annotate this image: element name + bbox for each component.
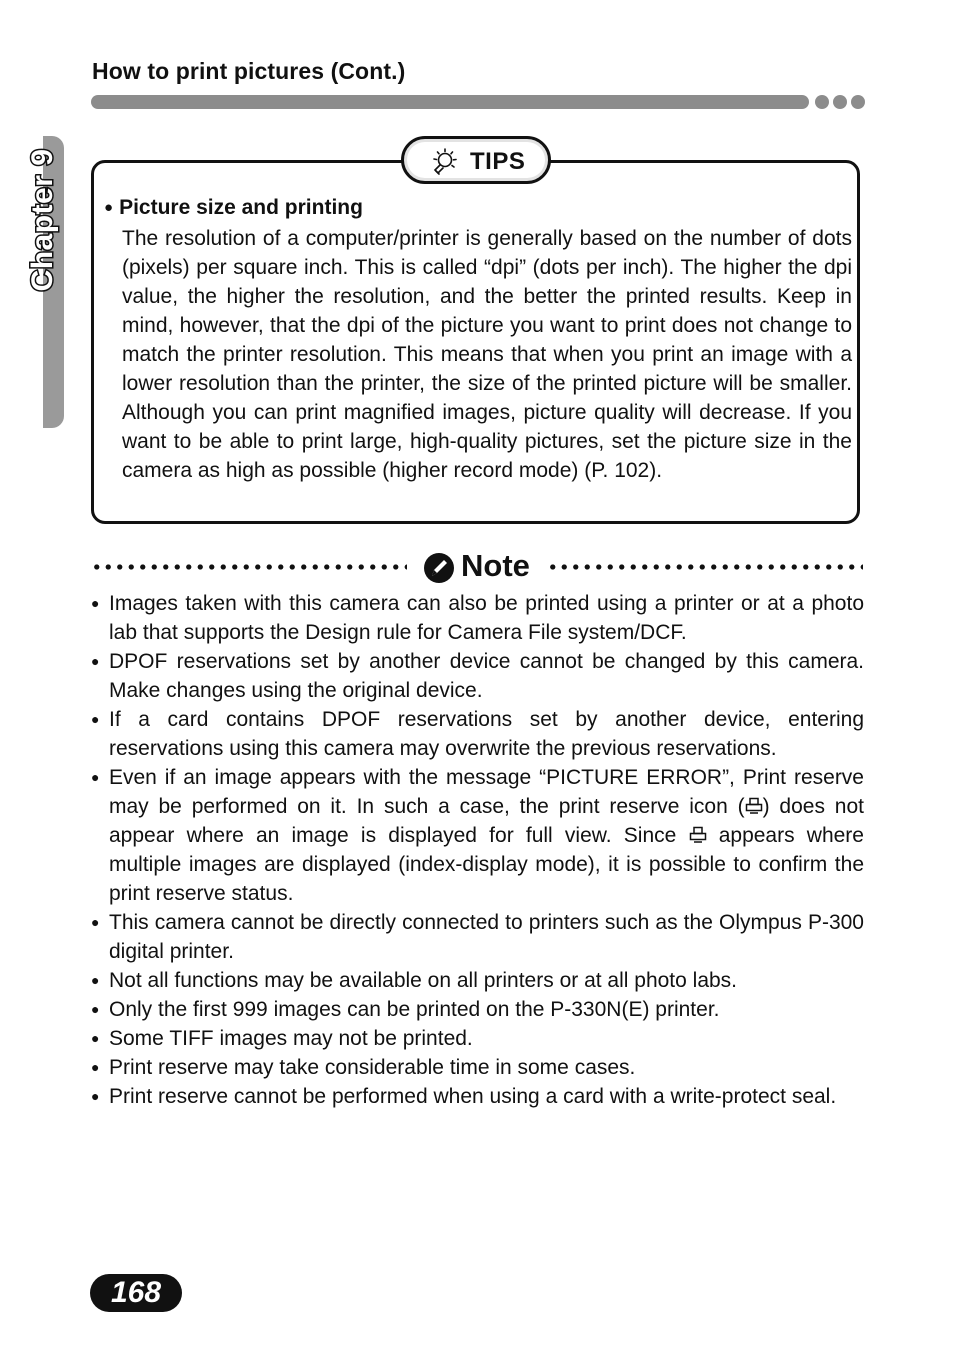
tips-heading-text: Picture size and printing xyxy=(119,196,363,219)
list-item: ● Even if an image appears with the message “PICTURE ERROR”, Print reserve may be performed on it. In such a case, the print reserve icon ( ) does not appear where an image is displayed for full view. Since appears where multiple images are displayed (index-display mode), it is possible to confirm the print reserve status. xyxy=(91,763,864,908)
page-title: How to print pictures (Cont.) xyxy=(92,58,406,84)
chapter-label: Chapter 9 xyxy=(26,148,59,292)
bullet-icon: ● xyxy=(91,769,100,785)
bullet-icon: ● xyxy=(91,972,100,988)
list-item: ● Images taken with this camera can also be printed using a printer or at a photo lab that supports the Design rule for Camera File system/DCF. xyxy=(91,589,864,647)
printer-icon xyxy=(745,797,763,815)
pencil-note-icon xyxy=(423,552,455,584)
note-label: Note xyxy=(461,548,530,583)
list-item: ● DPOF reservations set by another device cannot be changed by this camera. Make changes using the original device. xyxy=(91,647,864,705)
list-item: ● Print reserve may take considerable time in some cases. xyxy=(91,1053,864,1082)
bullet-icon: ● xyxy=(91,1030,100,1046)
bullet-icon: ● xyxy=(91,1088,100,1104)
list-item: ● This camera cannot be directly connected to printers such as the Olympus P-300 digital printer. xyxy=(91,908,864,966)
list-item: ● Only the first 999 images can be printed on the P-330N(E) printer. xyxy=(91,995,864,1024)
tips-heading xyxy=(104,196,363,220)
header-rule xyxy=(91,95,809,109)
list-item: ● Not all functions may be available on all printers or at all photo labs. xyxy=(91,966,864,995)
bullet-icon: ● xyxy=(91,914,100,930)
list-item: ● Some TIFF images may not be printed. xyxy=(91,1024,864,1053)
tips-badge xyxy=(401,136,551,184)
dotted-rule-left xyxy=(91,562,407,572)
printer-icon xyxy=(689,826,707,844)
tips-body: The resolution of a computer/printer is generally based on the number of dots (pixels) per square inch. This is called “dpi” (dots per inch). The higher the dpi value, the higher the resolution, and the better the printed results. Keep in mind, however, that the dpi of the picture you want to print does not change to match the printer resolution. This means that when you print an image with a lower resolution than the printer, the size of the printed picture will be smaller. Although you can print magnified images, picture quality will decrease. If you want to be able to print large, high-quality pictures, set the picture size in the camera as high as possible (higher record mode) (P. 102). xyxy=(122,227,852,482)
list-item: ● If a card contains DPOF reservations set by another device, entering reservations using this camera may overwrite the previous reservations. xyxy=(91,705,864,763)
bullet-icon: ● xyxy=(91,711,100,727)
lightbulb-icon xyxy=(426,148,460,176)
chapter-tab xyxy=(22,136,64,428)
bullet-icon: ● xyxy=(91,653,100,669)
list-item: ● Print reserve cannot be performed when using a card with a write-protect seal. xyxy=(91,1082,864,1111)
header-dot xyxy=(833,95,847,109)
note-list xyxy=(91,589,864,1111)
header-dot xyxy=(851,95,865,109)
bullet-icon: ● xyxy=(91,595,100,611)
dotted-rule-right xyxy=(547,562,863,572)
bullet-icon: ● xyxy=(104,199,114,216)
bullet-icon: ● xyxy=(91,1059,100,1075)
note-header xyxy=(91,547,863,587)
page-number: 168 xyxy=(90,1274,182,1312)
header-dot xyxy=(815,95,829,109)
tips-label: TIPS xyxy=(470,148,526,175)
bullet-icon: ● xyxy=(91,1001,100,1017)
